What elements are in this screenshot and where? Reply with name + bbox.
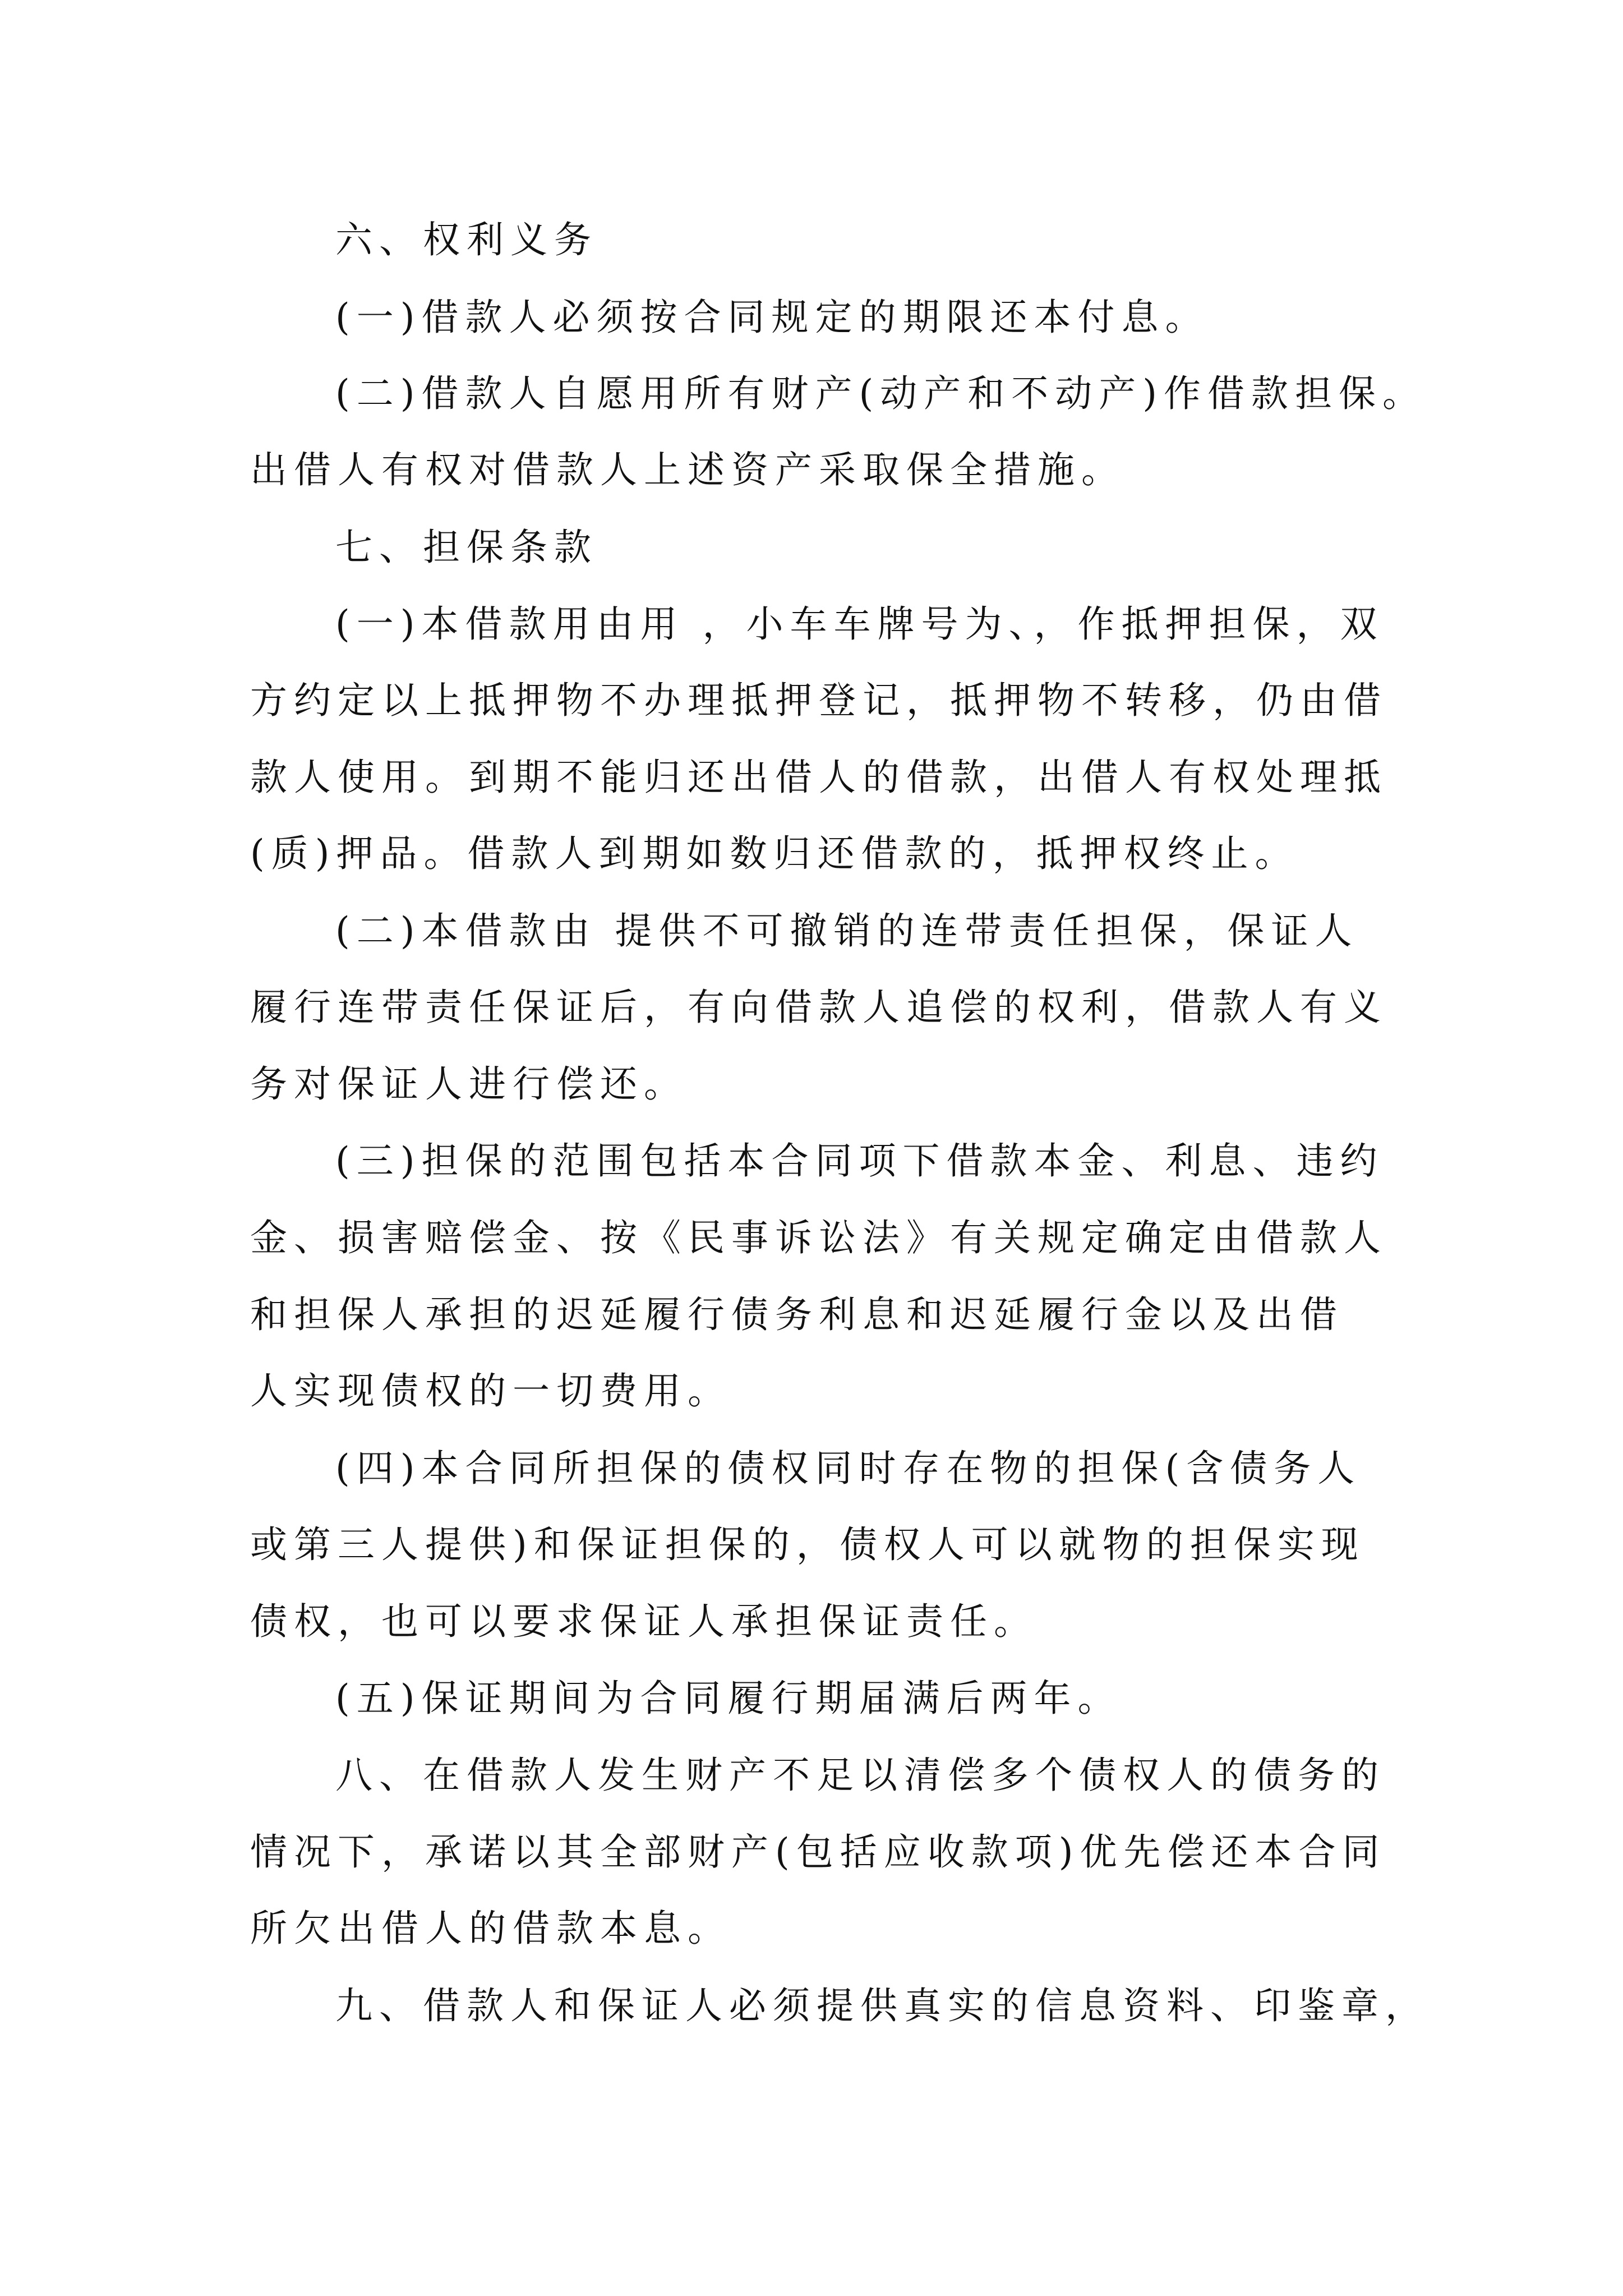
paragraph-line: (质)押品。借款人到期如数归还借款的，抵押权终止。 [250,832,1299,875]
section-heading-rights-obligations: 六、权利义务 [335,218,598,261]
paragraph-line: 人实现债权的一切费用。 [250,1369,731,1412]
paragraph-line: (二)借款人自愿用所有财产(动产和不动产)作借款担保。 [335,372,1426,415]
paragraph-line: 或第三人提供)和保证担保的，债权人可以就物的担保实现 [250,1523,1365,1566]
paragraph-line: 金、损害赔偿金、按《民事诉讼法》有关规定确定由借款人 [250,1216,1387,1259]
paragraph-line: 九、借款人和保证人必须提供真实的信息资料、印鉴章， [335,1984,1429,2027]
paragraph-line: 所欠出借人的借款本息。 [250,1907,731,1950]
paragraph-line: (二)本借款由 提供不可撤销的连带责任担保，保证人 [335,909,1359,953]
paragraph-line: (四)本合同所担保的债权同时存在物的担保(含债务人 [335,1447,1362,1490]
paragraph-line: 出借人有权对借款人上述资产采取保全措施。 [250,448,1125,491]
paragraph-line: (一)本借款用由用 ，小车车牌号为、，作抵押担保，双 [335,602,1384,646]
paragraph-line: 和担保人承担的迟延履行债务利息和迟延履行金以及出借 [250,1293,1344,1336]
paragraph-line: 八、在借款人发生财产不足以清偿多个债权人的债务的 [335,1754,1385,1797]
paragraph-line: (五)保证期间为合同履行期届满后两年。 [335,1677,1122,1720]
section-heading-guarantee-terms: 七、担保条款 [335,526,598,569]
paragraph-line: 债权，也可以要求保证人承担保证责任。 [250,1600,1038,1643]
paragraph-line: (一)借款人必须按合同规定的期限还本付息。 [335,296,1209,339]
paragraph-line: 务对保证人进行偿还。 [250,1062,688,1106]
paragraph-line: 情况下，承诺以其全部财产(包括应收款项)优先偿还本合同 [250,1830,1386,1874]
paragraph-line: 履行连带责任保证后，有向借款人追偿的权利，借款人有义 [250,986,1387,1029]
paragraph-line: 方约定以上抵押物不办理抵押登记，抵押物不转移，仍由借 [250,679,1387,722]
paragraph-line: (三)担保的范围包括本合同项下借款本金、利息、违约 [335,1139,1384,1182]
paragraph-line: 款人使用。到期不能归还出借人的借款，出借人有权处理抵 [250,756,1387,799]
